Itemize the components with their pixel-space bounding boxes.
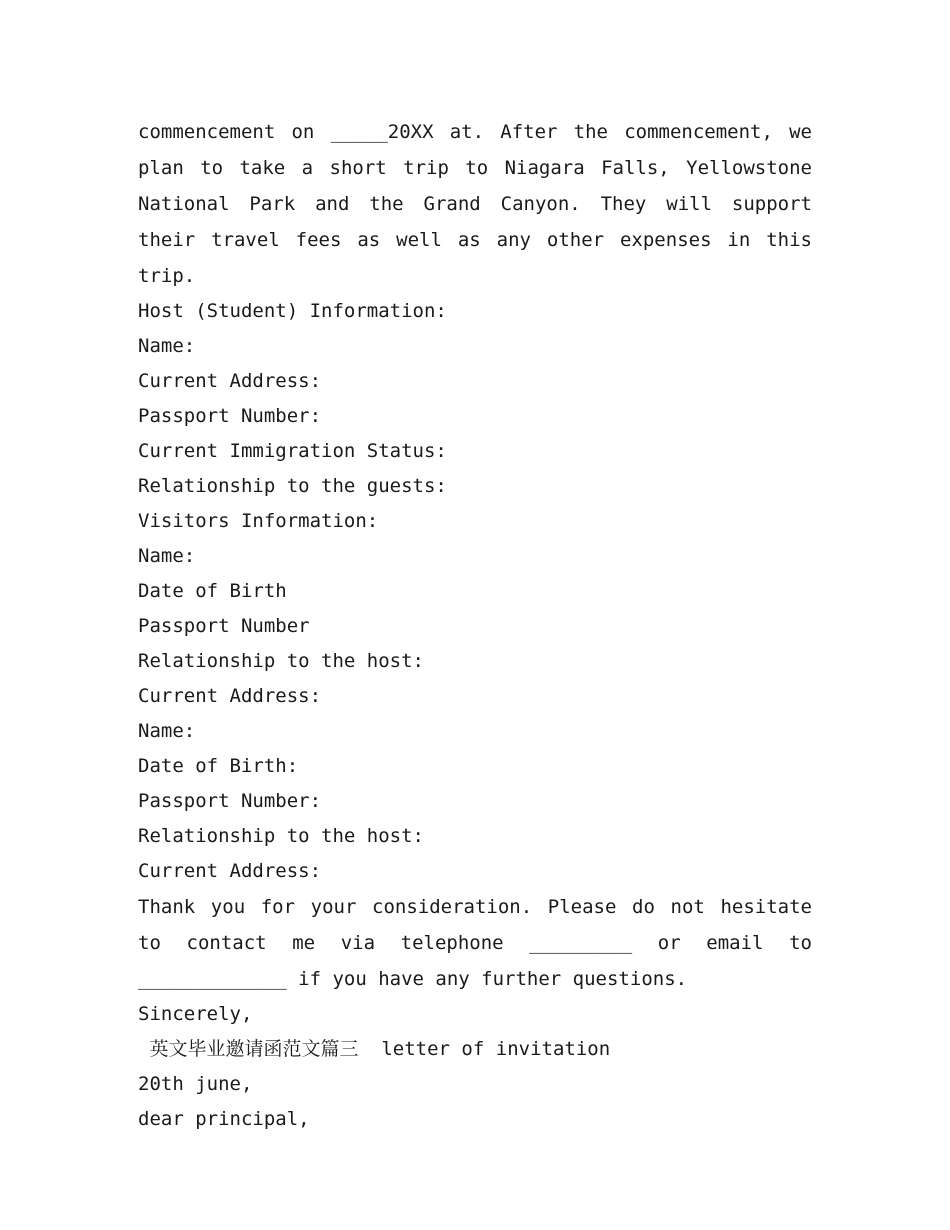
visitor-2-address: Current Address: bbox=[138, 860, 322, 882]
visitor-1-passport: Passport Number bbox=[138, 615, 310, 637]
visitor-1-relationship: Relationship to the host: bbox=[138, 650, 424, 672]
visitor-1-name: Name: bbox=[138, 545, 196, 567]
visitor-1-dob: Date of Birth bbox=[138, 580, 287, 602]
visitors-section-title: Visitors Information: bbox=[138, 510, 379, 532]
closing: Sincerely, bbox=[138, 1003, 253, 1025]
host-field-name: Name: bbox=[138, 335, 196, 357]
visitor-1-address: Current Address: bbox=[138, 685, 322, 707]
visitor-2-relationship: Relationship to the host: bbox=[138, 825, 424, 847]
visitor-2-passport: Passport Number: bbox=[138, 790, 322, 812]
heading-en-text: letter of invitation bbox=[381, 1038, 611, 1060]
host-field-relationship: Relationship to the guests: bbox=[138, 475, 447, 497]
trip-paragraph: commencement on _____20XX at. After the commencement, we plan to take a short trip to Niagara Falls, Yellowstone National Park and the Grand Canyon. They will support their travel fees as well as any other expenses in this trip. bbox=[138, 121, 812, 287]
visitor-2-dob: Date of Birth: bbox=[138, 755, 299, 777]
visitor-2-name: Name: bbox=[138, 720, 196, 742]
salutation: dear principal, bbox=[138, 1108, 310, 1130]
date-line: 20th june, bbox=[138, 1073, 253, 1095]
host-field-address: Current Address: bbox=[138, 370, 322, 392]
host-section-title: Host (Student) Information: bbox=[138, 300, 447, 322]
host-field-immigration-status: Current Immigration Status: bbox=[138, 440, 447, 462]
document-body bbox=[138, 114, 812, 1137]
thank-you-paragraph: Thank you for your consideration. Please do not hesitate to contact me via telephone _________ or email to _____________ if you have any further questions. bbox=[138, 896, 812, 990]
host-field-passport: Passport Number: bbox=[138, 405, 322, 427]
next-section-heading bbox=[138, 1032, 812, 1067]
heading-cjk-text: 英文毕业邀请函范文篇三 bbox=[149, 1038, 359, 1060]
